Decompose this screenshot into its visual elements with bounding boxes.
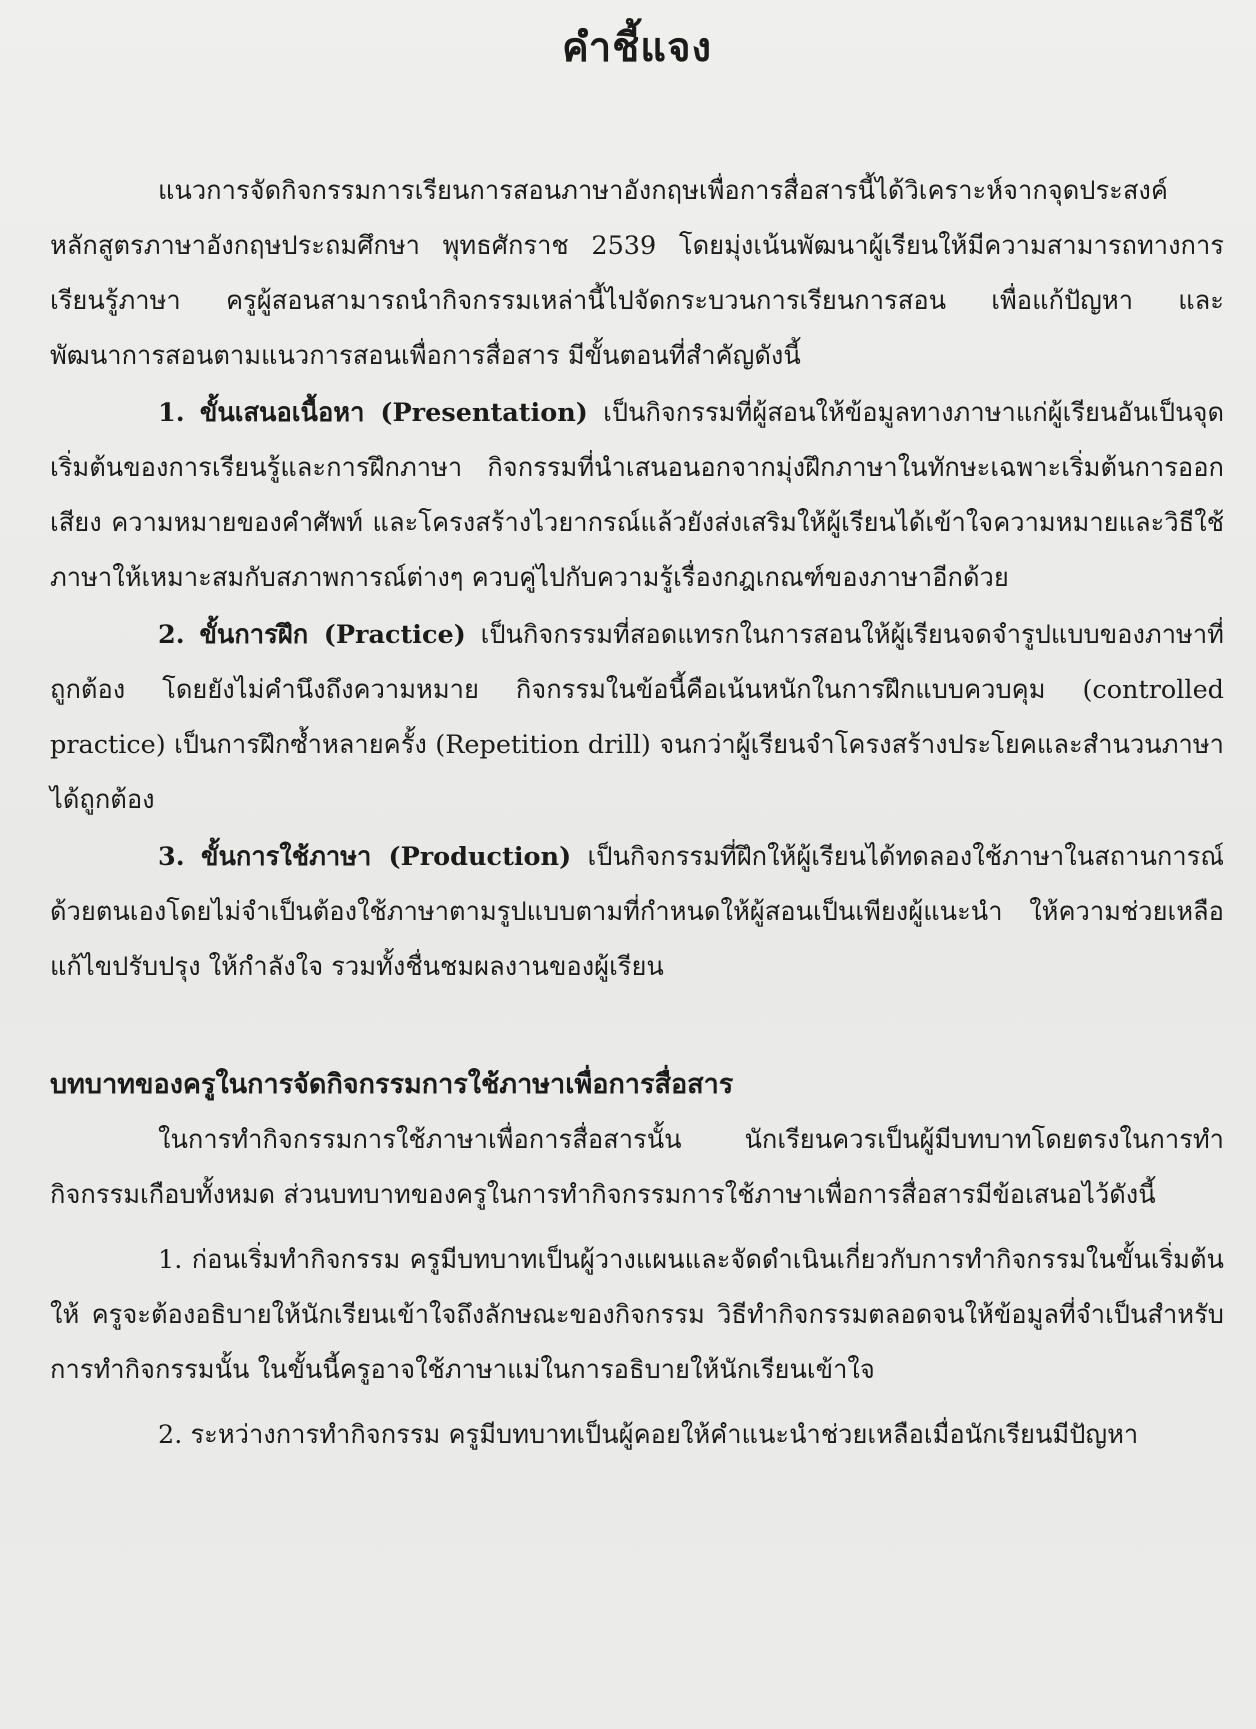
step-number: 1. [158, 398, 185, 428]
step-presentation [50, 386, 1224, 606]
step-number: 3. [158, 842, 185, 872]
role-item-before [50, 1233, 1224, 1398]
role-item-during [50, 1408, 1224, 1463]
step-heading: ขั้นการฝึก (Practice) [199, 620, 466, 650]
step-heading: ขั้นการใช้ภาษา (Production) [201, 842, 572, 872]
step-number: 2. [158, 620, 185, 650]
intro-paragraph: แนวการจัดกิจกรรมการเรียนการสอนภาษาอังกฤษเพื่อการสื่อสารนี้ได้วิเคราะห์จากจุดประสงค์หลักสูตรภาษาอังกฤษประถมศึกษา พุทธศักราช 2539 โดยมุ่งเน้นพัฒนาผู้เรียนให้มีความสามารถทางการเรียนรู้ภาษา ครูผู้สอนสามารถนำกิจกรรมเหล่านี้ไปจัดกระบวนการเรียนการสอน เพื่อแก้ปัญหา และพัฒนาการสอนตามแนวการสอนเพื่อการสื่อสาร มีขั้นตอนที่สำคัญดังนี้ [50, 176, 1224, 371]
role-text: ระหว่างการทำกิจกรรม ครูมีบทบาทเป็นผู้คอยให้คำแนะนำช่วยเหลือเมื่อนักเรียนมีปัญหา [190, 1420, 1139, 1450]
step-heading: ขั้นเสนอเนื้อหา (Presentation) [199, 398, 588, 428]
role-number: 2. [158, 1420, 183, 1450]
step-text: เป็นกิจกรรมที่ฝึกให้ผู้เรียนได้ทดลองใช้ภาษาในสถานการณ์ด้วยตนเองโดยไม่จำเป็นต้องใช้ภาษาตามรูปแบบตามที่กำหนดให้ผู้สอนเป็นเพียงผู้แนะนำ ให้ความช่วยเหลือแก้ไขปรับปรุง ให้กำลังใจ รวมทั้งชื่นชมผลงานของผู้เรียน [50, 842, 1224, 982]
role-text: ก่อนเริ่มทำกิจกรรม ครูมีบทบาทเป็นผู้วางแผนและจัดดำเนินเกี่ยวกับการทำกิจกรรมในขั้นเริ่มต้นให้ ครูจะต้องอธิบายให้นักเรียนเข้าใจถึงลักษณะของกิจกรรม วิธีทำกิจกรรมตลอดจนให้ข้อมูลที่จำเป็นสำหรับการทำกิจกรรมนั้น ในขั้นนี้ครูอาจใช้ภาษาแม่ในการอธิบายให้นักเรียนเข้าใจ [50, 1245, 1224, 1385]
step-text: เป็นกิจกรรมที่ผู้สอนให้ข้อมูลทางภาษาแก่ผู้เรียนอันเป็นจุดเริ่มต้นของการเรียนรู้และการฝึกภาษา กิจกรรมที่นำเสนอนอกจากมุ่งฝึกภาษาในทักษะเฉพาะเริ่มต้นการออกเสียง ความหมายของคำศัพท์ และโครงสร้างไวยากรณ์แล้วยังส่งเสริมให้ผู้เรียนได้เข้าใจความหมายและวิธีใช้ภาษาให้เหมาะสมกับสภาพการณ์ต่างๆ ควบคู่ไปกับความรู้เรื่องกฎเกณฑ์ของภาษาอีกด้วย [50, 398, 1224, 593]
section-heading: บทบาทของครูในการจัดกิจกรรมการใช้ภาษาเพื่อการสื่อสาร [50, 1069, 734, 1100]
step-production [50, 830, 1224, 995]
step-practice [50, 608, 1224, 828]
page-title: คำชี้แจง [561, 24, 713, 71]
step-text: เป็นกิจกรรมที่สอดแทรกในการสอนให้ผู้เรียนจดจำรูปแบบของภาษาที่ถูกต้อง โดยยังไม่คำนึงถึงความหมาย กิจกรรมในข้อนี้คือเน้นหนักในการฝึกแบบควบคุม (controlled practice) เป็นการฝึกซ้ำหลายครั้ง (Repetition drill) จนกว่าผู้เรียนจำโครงสร้างประโยคและสำนวนภาษาได้ถูกต้อง [50, 620, 1224, 815]
section-intro-paragraph: ในการทำกิจกรรมการใช้ภาษาเพื่อการสื่อสารนั้น นักเรียนควรเป็นผู้มีบทบาทโดยตรงในการทำกิจกรรมเกือบทั้งหมด ส่วนบทบาทของครูในการทำกิจกรรมการใช้ภาษาเพื่อการสื่อสารมีข้อเสนอไว้ดังนี้ [50, 1125, 1224, 1210]
role-number: 1. [158, 1245, 183, 1275]
